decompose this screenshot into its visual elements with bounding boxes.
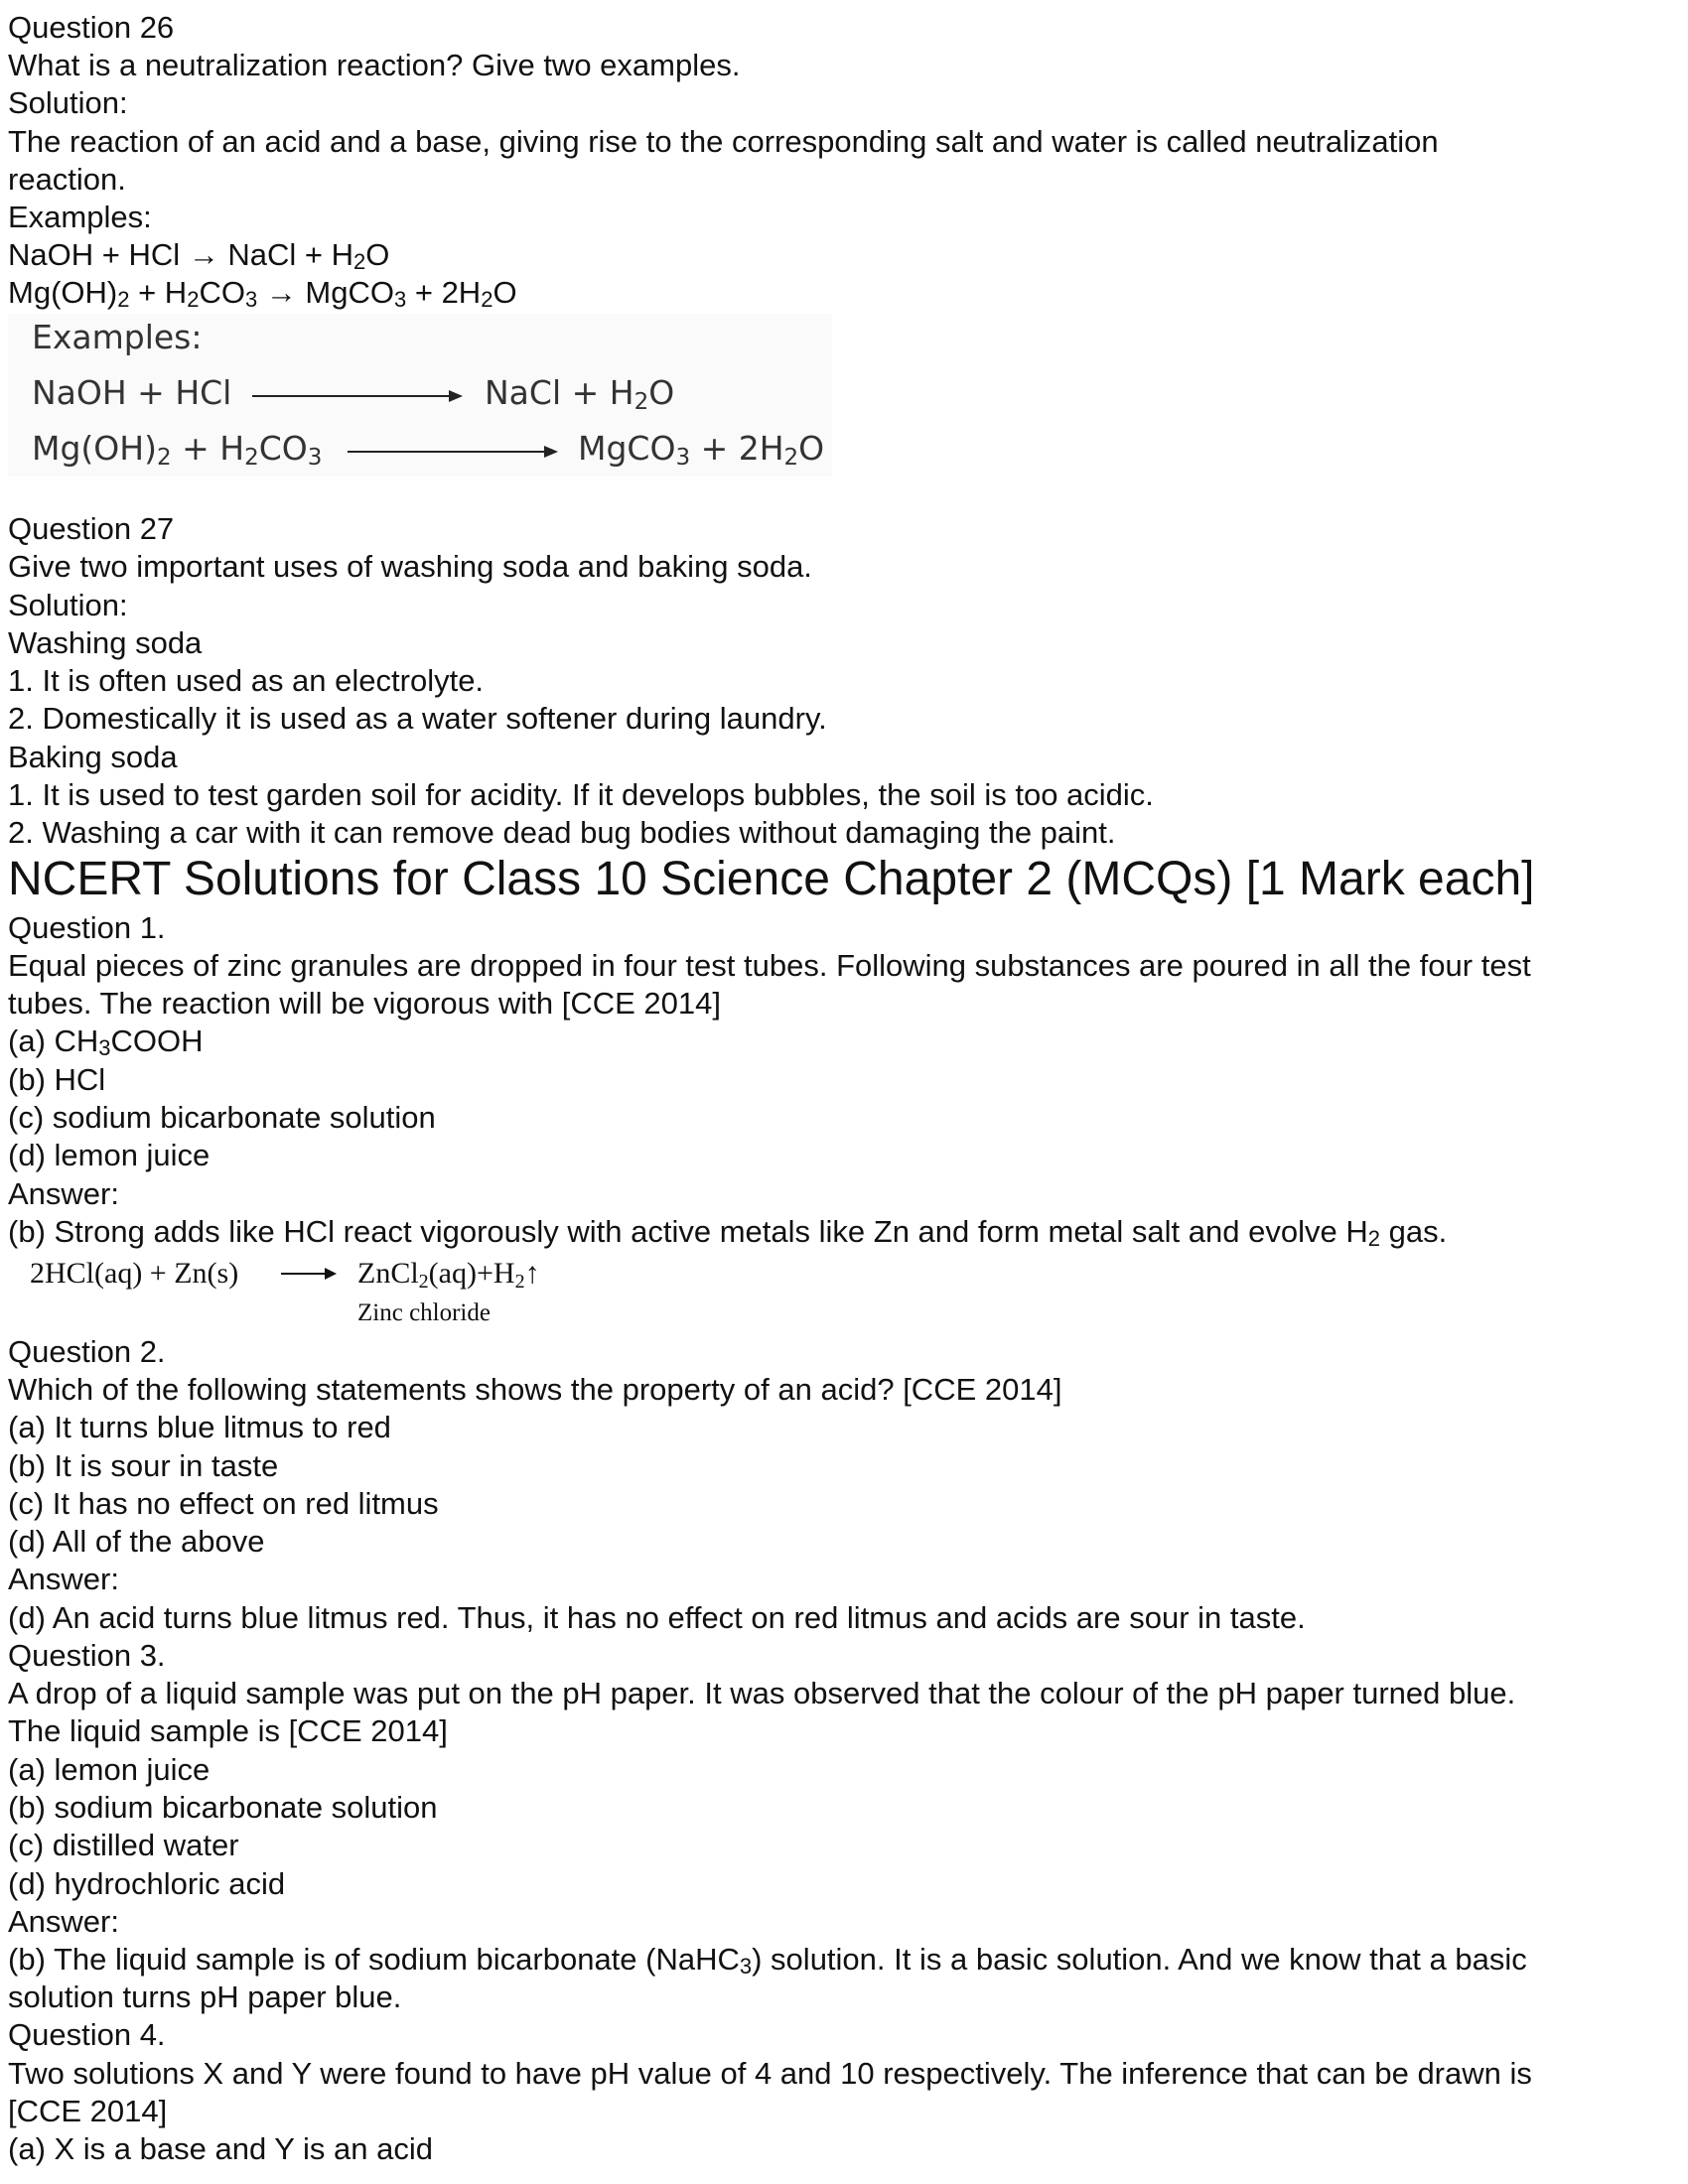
mcq-3-title: Question 3.	[8, 1638, 166, 1673]
answer-text: reaction.	[8, 162, 126, 197]
answer-text: The reaction of an acid and a base, giving rise to the corresponding salt and water is called neutralization	[8, 124, 1439, 159]
option-d: (d) lemon juice	[8, 1138, 211, 1172]
question-26-text: What is a neutralization reaction? Give two examples.	[8, 48, 741, 82]
mcq-4-text: Two solutions X and Y were found to have pH value of 4 and 10 respectively. The inference that can be drawn is	[8, 2056, 1532, 2091]
section-heading: NCERT Solutions for Class 10 Science Chapter 2 (MCQs) [1 Mark each]	[8, 853, 1535, 905]
answer-text: solution turns pH paper blue.	[8, 1979, 402, 2014]
option-a: (a) lemon juice	[8, 1752, 211, 1787]
arrow-icon	[252, 395, 461, 397]
option-c: (c) sodium bicarbonate solution	[8, 1100, 436, 1135]
mcq-4-text: [CCE 2014]	[8, 2094, 168, 2128]
answer-label: Answer:	[8, 1562, 119, 1596]
answer-text: (b) The liquid sample is of sodium bicarbonate (NaHC$_3$) solution. It is a basic solution. And we know that a basic	[8, 1942, 1527, 1979]
option-a: (a) It turns blue litmus to red	[8, 1410, 391, 1444]
subheading: Baking soda	[8, 740, 178, 774]
arrow-icon	[281, 1273, 335, 1275]
option-b: (b) It is sour in taste	[8, 1448, 279, 1483]
equation-right: MgCO$_3$ + $2H_2O$	[578, 429, 825, 471]
equation-line: NaOH + HCl → NaCl + $H_2O$	[8, 237, 390, 274]
subheading: Washing soda	[8, 625, 203, 660]
list-item: 1. It is often used as an electrolyte.	[8, 663, 485, 698]
option-d: (d) hydrochloric acid	[8, 1866, 286, 1901]
option-b: (b) HCl	[8, 1062, 106, 1097]
mcq-4-title: Question 4.	[8, 2017, 166, 2052]
arrow-icon	[348, 451, 556, 453]
question-26-title: Question 26	[8, 10, 175, 45]
option-a: (a) X is a base and Y is an acid	[8, 2131, 433, 2166]
equation-right: NaCl + $H_2O$	[485, 373, 675, 415]
answer-label: Answer:	[8, 1176, 119, 1211]
mcq-2-text: Which of the following statements shows the property of an acid? [CCE 2014]	[8, 1372, 1062, 1407]
option-c: (c) distilled water	[8, 1828, 239, 1862]
answer-text: (d) An acid turns blue litmus red. Thus, it has no effect on red litmus and acids are sour in taste.	[8, 1600, 1306, 1635]
answer-text: (b) Strong adds like HCl react vigorously with active metals like Zn and form metal salt and evolve $H_2$ gas.	[8, 1214, 1448, 1251]
mcq-3-text: A drop of a liquid sample was put on the pH paper. It was observed that the colour of the pH paper turned blue.	[8, 1676, 1516, 1710]
question-27-text: Give two important uses of washing soda and baking soda.	[8, 549, 812, 584]
mcq-2-title: Question 2.	[8, 1334, 166, 1369]
list-item: 2. Washing a car with it can remove dead bug bodies without damaging the paint.	[8, 815, 1116, 850]
list-item: 1. It is used to test garden soil for acidity. If it develops bubbles, the soil is too acidic.	[8, 777, 1154, 812]
equation-left: NaOH + HCl	[32, 373, 232, 412]
examples-label: Examples:	[8, 200, 152, 234]
mcq-1-text: Equal pieces of zinc granules are dropped in four test tubes. Following substances are poured in all the four test	[8, 948, 1531, 983]
equation-left: $Mg(OH)_2 + H_2CO_3$	[32, 429, 323, 471]
equation-image	[8, 314, 832, 477]
question-27-title: Question 27	[8, 511, 175, 546]
option-c: (c) It has no effect on red litmus	[8, 1486, 439, 1521]
reaction-caption: Zinc chloride	[357, 1299, 491, 1326]
answer-label: Answer:	[8, 1904, 119, 1939]
reaction-image	[30, 1251, 626, 1330]
mcq-1-text: tubes. The reaction will be vigorous with [CCE 2014]	[8, 986, 721, 1021]
list-item: 2. Domestically it is used as a water softener during laundry.	[8, 701, 827, 736]
reaction-right: $ZnCl_2(aq)+H_2↑$	[357, 1257, 540, 1293]
reaction-left: 2HCl(aq) + Zn(s)	[30, 1257, 239, 1290]
option-d: (d) All of the above	[8, 1524, 265, 1559]
examples-label: Examples:	[32, 318, 203, 356]
option-a: (a) $CH_3COOH$	[8, 1024, 204, 1060]
equation-line: $Mg(OH)_2 + H_2CO_3$ → MgCO$_3$ + $2H_2O$	[8, 275, 517, 312]
mcq-1-title: Question 1.	[8, 910, 166, 945]
solution-label: Solution:	[8, 588, 128, 622]
option-b: (b) sodium bicarbonate solution	[8, 1790, 438, 1825]
mcq-3-text: The liquid sample is [CCE 2014]	[8, 1713, 448, 1748]
solution-label: Solution:	[8, 85, 128, 120]
